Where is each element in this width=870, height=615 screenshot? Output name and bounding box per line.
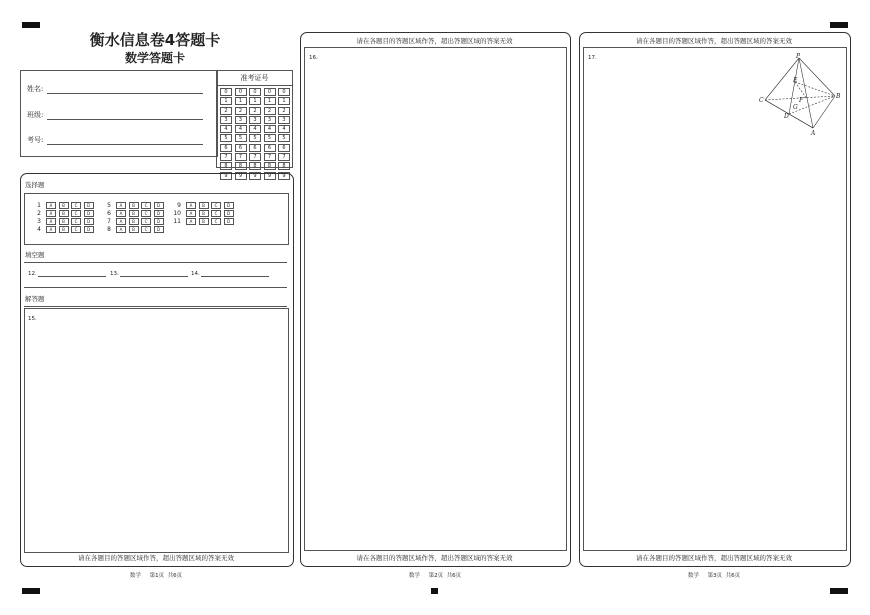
exam-id-bubble[interactable]: 0: [220, 88, 232, 96]
exam-number-label: 考号:: [27, 136, 44, 144]
class-field[interactable]: [27, 110, 43, 120]
choice-option-bubble[interactable]: C: [211, 210, 221, 217]
exam-id-bubble[interactable]: 4: [278, 125, 290, 133]
answer-notice: 请在各题目的答题区域作答，超出答题区域的答案无效: [356, 37, 513, 45]
fill-section-label: 填空题: [25, 251, 45, 259]
choice-option-bubble[interactable]: B: [199, 210, 209, 217]
name-field[interactable]: [27, 84, 43, 94]
fill-blank-line: [120, 276, 188, 277]
exam-id-bubble[interactable]: 1: [220, 97, 232, 105]
footer-total: 共6页: [446, 573, 462, 579]
choice-option-bubble[interactable]: D: [154, 210, 164, 217]
exam-id-column: [220, 88, 232, 181]
choice-question-row: [103, 202, 166, 209]
footer-subject: 数学: [129, 573, 141, 579]
exam-id-bubble[interactable]: 6: [249, 144, 261, 152]
exam-id-bubble[interactable]: 2: [235, 107, 247, 115]
exam-id-bubble[interactable]: 2: [249, 107, 261, 115]
exam-id-bubble[interactable]: 8: [235, 162, 247, 170]
exam-id-bubble[interactable]: 3: [278, 116, 290, 124]
choice-option-bubble[interactable]: D: [154, 202, 164, 209]
label-d: D: [784, 113, 789, 120]
exam-id-grid: [220, 88, 290, 181]
choice-option-bubble[interactable]: D: [224, 218, 234, 225]
exam-id-bubble[interactable]: 3: [249, 116, 261, 124]
exam-id-bubble[interactable]: 2: [264, 107, 276, 115]
choice-question-number: 3: [37, 218, 41, 225]
choice-question-number: 10: [173, 210, 181, 217]
choice-option-bubble[interactable]: D: [84, 226, 94, 233]
registration-mark: [830, 22, 848, 28]
choice-option-bubble[interactable]: D: [154, 218, 164, 225]
fill-question-number: 14.: [191, 271, 200, 277]
exam-id-bubble[interactable]: 9: [249, 172, 261, 180]
choice-option-bubble[interactable]: A: [46, 226, 56, 233]
choice-question-number: 8: [107, 226, 111, 233]
label-g: G: [793, 104, 798, 111]
choice-option-bubble[interactable]: A: [116, 226, 126, 233]
footer-total: 共6页: [725, 573, 741, 579]
choice-option-bubble[interactable]: D: [224, 210, 234, 217]
fill-blank-item[interactable]: [28, 271, 106, 277]
choice-question-row: [103, 226, 166, 233]
choice-option-bubble[interactable]: A: [186, 218, 196, 225]
exam-id-bubble[interactable]: 5: [235, 134, 247, 142]
exam-id-title: 准考证号: [217, 71, 292, 86]
fill-question-number: 13.: [110, 271, 119, 277]
exam-id-bubble[interactable]: 9: [235, 172, 247, 180]
exam-id-bubble[interactable]: 8: [249, 162, 261, 170]
choice-option-bubble[interactable]: C: [141, 226, 151, 233]
choice-option-bubble[interactable]: A: [116, 210, 126, 217]
label-c: C: [759, 97, 764, 104]
choice-question-row: [33, 218, 96, 225]
exam-id-bubble[interactable]: 0: [264, 88, 276, 96]
choice-question-number: 5: [107, 202, 111, 209]
label-p: P: [796, 53, 801, 60]
choice-option-bubble[interactable]: B: [59, 218, 69, 225]
footer-page-2: [375, 571, 495, 579]
footer-page: 第1页: [149, 573, 165, 579]
exam-id-bubble[interactable]: 1: [249, 97, 261, 105]
exam-id-bubble[interactable]: 0: [278, 88, 290, 96]
choice-option-bubble[interactable]: A: [46, 202, 56, 209]
footer-subject: 数学: [687, 573, 699, 579]
exam-id-bubble[interactable]: 2: [278, 107, 290, 115]
exam-id-bubble[interactable]: 6: [278, 144, 290, 152]
exam-id-bubble[interactable]: 8: [220, 162, 232, 170]
choice-option-bubble[interactable]: D: [84, 218, 94, 225]
fill-blank-item[interactable]: [110, 271, 188, 277]
student-info-box: [20, 70, 218, 157]
choice-question-number: 9: [177, 202, 181, 209]
exam-id-bubble[interactable]: 6: [220, 144, 232, 152]
choice-option-bubble[interactable]: A: [186, 202, 196, 209]
exam-id-bubble[interactable]: 4: [249, 125, 261, 133]
exam-id-bubble[interactable]: 2: [220, 107, 232, 115]
page-subtitle: 数学答题卡: [124, 51, 185, 65]
choice-question-row: [103, 210, 166, 217]
answer-notice: 请在各题目的答题区域作答，超出答题区域的答案无效: [636, 554, 792, 562]
divider: [24, 306, 287, 307]
divider: [24, 287, 287, 288]
exam-number-field[interactable]: [27, 135, 43, 145]
exam-id-bubble[interactable]: 1: [278, 97, 290, 105]
choice-option-bubble[interactable]: A: [116, 218, 126, 225]
choice-option-bubble[interactable]: B: [199, 202, 209, 209]
choice-option-bubble[interactable]: C: [71, 202, 81, 209]
choice-option-bubble[interactable]: B: [199, 218, 209, 225]
registration-mark: [22, 588, 40, 594]
choice-option-bubble[interactable]: D: [84, 210, 94, 217]
exam-id-bubble[interactable]: 4: [264, 125, 276, 133]
exam-id-bubble[interactable]: 7: [220, 153, 232, 161]
exam-id-column: [264, 88, 276, 181]
exam-id-bubble[interactable]: 8: [278, 162, 290, 170]
choice-option-bubble[interactable]: D: [224, 202, 234, 209]
choice-option-bubble[interactable]: C: [71, 226, 81, 233]
exam-id-bubble[interactable]: 3: [220, 116, 232, 124]
choice-question-number: 7: [107, 218, 111, 225]
fill-blank-item[interactable]: [191, 271, 269, 277]
choice-question-row: [33, 202, 96, 209]
exam-id-bubble[interactable]: 1: [264, 97, 276, 105]
choice-option-bubble[interactable]: B: [129, 210, 139, 217]
exam-id-column: [235, 88, 247, 181]
footer-page: 第2页: [428, 573, 444, 579]
divider: [24, 262, 287, 263]
choice-option-bubble[interactable]: A: [116, 202, 126, 209]
exam-id-bubble[interactable]: 7: [235, 153, 247, 161]
choice-option-bubble[interactable]: C: [71, 218, 81, 225]
exam-id-bubble[interactable]: 7: [278, 153, 290, 161]
exam-id-bubble[interactable]: 7: [264, 153, 276, 161]
choice-option-bubble[interactable]: A: [46, 210, 56, 217]
footer-total: 共6页: [167, 573, 183, 579]
choice-question-row: [173, 202, 236, 209]
choice-option-bubble[interactable]: A: [46, 218, 56, 225]
choice-question-row: [103, 218, 166, 225]
exam-id-bubble[interactable]: 6: [235, 144, 247, 152]
pyramid-figure: [755, 52, 845, 137]
choice-option-bubble[interactable]: B: [59, 226, 69, 233]
choice-option-bubble[interactable]: C: [211, 202, 221, 209]
registration-mark: [431, 588, 438, 594]
exam-id-column: [249, 88, 261, 181]
exam-id-bubble[interactable]: 5: [278, 134, 290, 142]
exam-id-bubble[interactable]: 4: [220, 125, 232, 133]
question-16-number: 16.: [309, 55, 318, 61]
exam-id-bubble[interactable]: 0: [235, 88, 247, 96]
exam-id-bubble[interactable]: 9: [264, 172, 276, 180]
answer-notice: 请在各题目的答题区域作答，超出答题区域的答案无效: [78, 554, 234, 562]
choice-section-label: 选择题: [25, 181, 45, 189]
exam-id-bubble[interactable]: 4: [235, 125, 247, 133]
choice-question-number: 11: [173, 218, 181, 225]
choice-option-bubble[interactable]: B: [129, 218, 139, 225]
registration-mark: [22, 22, 40, 28]
answer-section-label: 解答题: [25, 295, 45, 303]
name-line: [47, 93, 203, 94]
answer-area-16[interactable]: [304, 47, 567, 551]
exam-id-bubble[interactable]: 3: [235, 116, 247, 124]
exam-id-bubble[interactable]: 5: [264, 134, 276, 142]
exam-id-column: [278, 88, 290, 181]
fill-blank-line: [201, 276, 269, 277]
choice-option-bubble[interactable]: B: [129, 226, 139, 233]
choice-option-bubble[interactable]: C: [71, 210, 81, 217]
exam-id-bubble[interactable]: 1: [235, 97, 247, 105]
footer-page-1: [96, 571, 216, 579]
exam-id-bubble[interactable]: 9: [220, 172, 232, 180]
choice-option-bubble[interactable]: B: [59, 202, 69, 209]
exam-id-bubble[interactable]: 7: [249, 153, 261, 161]
exam-number-line: [47, 144, 203, 145]
choice-option-bubble[interactable]: C: [141, 218, 151, 225]
choice-question-row: [33, 210, 96, 217]
exam-id-bubble[interactable]: 3: [264, 116, 276, 124]
exam-id-box: [216, 70, 293, 179]
page-title: 衡水信息卷4答题卡: [89, 31, 221, 49]
choice-option-bubble[interactable]: C: [141, 202, 151, 209]
choice-question-row: [33, 226, 96, 233]
question-15-number: 15.: [28, 316, 37, 322]
choice-option-bubble[interactable]: D: [84, 202, 94, 209]
exam-id-bubble[interactable]: 6: [264, 144, 276, 152]
class-label: 班级:: [27, 111, 44, 119]
answer-notice: 请在各题目的答题区域作答，超出答题区域的答案无效: [356, 554, 513, 562]
choice-question-number: 2: [37, 210, 41, 217]
label-a: A: [811, 130, 816, 137]
exam-id-bubble[interactable]: 9: [278, 172, 290, 180]
choice-option-bubble[interactable]: C: [141, 210, 151, 217]
label-f: F: [799, 97, 804, 104]
choice-option-bubble[interactable]: D: [154, 226, 164, 233]
label-b: B: [836, 93, 841, 100]
footer-subject: 数学: [408, 573, 420, 579]
label-e: E: [793, 77, 798, 84]
choice-option-bubble[interactable]: C: [211, 218, 221, 225]
footer-page-3: [654, 571, 774, 579]
fill-question-number: 12.: [28, 271, 37, 277]
choice-question-number: 4: [37, 226, 41, 233]
answer-notice: 请在各题目的答题区域作答，超出答题区域的答案无效: [636, 37, 792, 45]
fill-blank-line: [38, 276, 106, 277]
choice-question-row: [173, 210, 236, 217]
question-17-number: 17.: [588, 55, 597, 61]
choice-option-bubble[interactable]: A: [186, 210, 196, 217]
answer-area-15[interactable]: [24, 308, 289, 553]
choice-question-number: 6: [107, 210, 111, 217]
choice-question-number: 1: [37, 202, 41, 209]
registration-mark: [830, 588, 848, 594]
exam-id-bubble[interactable]: 5: [249, 134, 261, 142]
exam-id-bubble[interactable]: 8: [264, 162, 276, 170]
exam-id-bubble[interactable]: 0: [249, 88, 261, 96]
exam-id-bubble[interactable]: 5: [220, 134, 232, 142]
choice-option-bubble[interactable]: B: [129, 202, 139, 209]
choice-question-row: [173, 218, 236, 225]
footer-page: 第3页: [707, 573, 723, 579]
class-line: [47, 119, 203, 120]
choice-option-bubble[interactable]: B: [59, 210, 69, 217]
name-label: 姓名:: [27, 85, 44, 93]
